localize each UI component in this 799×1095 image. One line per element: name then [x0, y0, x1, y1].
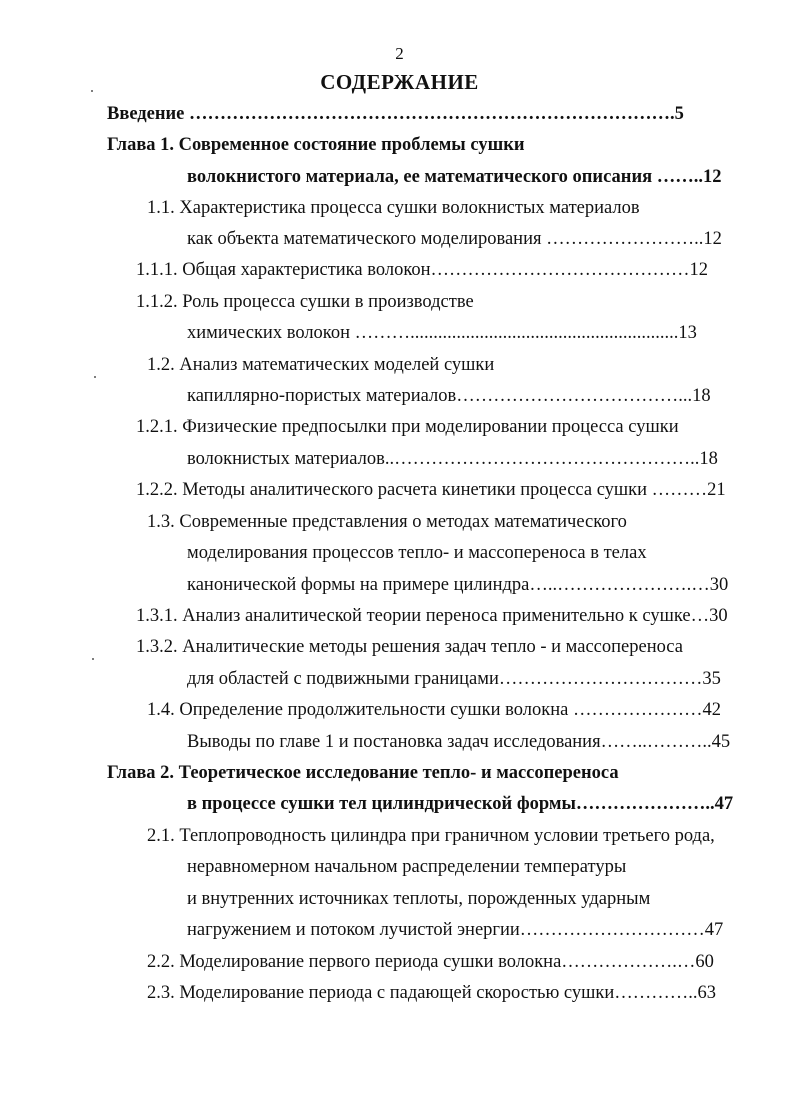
toc-entry-2-1-cont-2 [187, 888, 650, 910]
toc-entry-chapter-1 [107, 134, 525, 156]
scan-speck [91, 90, 93, 92]
toc-entry-text: волокнистых материалов..…………………………………………..18 [187, 449, 718, 469]
toc-entry-text: и внутренних источниках теплоты, порожденных ударным [187, 889, 651, 909]
toc-entry-1-2-cont [187, 385, 711, 407]
toc-entry-text: Моделирование периода с падающей скоростью сушки…………..63 [179, 983, 717, 1003]
toc-entry-number: 1.4. [147, 700, 175, 720]
toc-entry-1-3-1 [136, 605, 728, 627]
toc-entry-text: канонической формы на примере цилиндра…..………………….…30 [187, 575, 729, 595]
toc-entry-text: капиллярно-пористых материалов………………………………...18 [187, 386, 711, 406]
toc-entry-conclusions-1 [187, 731, 730, 753]
toc-entry-text: Выводы по главе 1 и постановка задач исследования……..………..45 [187, 732, 731, 752]
toc-entry-text: нагружением и потоком лучистой энергии…………………………47 [187, 920, 724, 940]
toc-entry-text: Определение продолжительности сушки волокна …………………42 [179, 700, 721, 720]
toc-entry-1-2-1-cont [187, 448, 718, 470]
toc-entry-text: Глава 2. Теоретическое исследование тепло- и массопереноса [107, 763, 619, 783]
toc-entry-chapter-1-cont [187, 166, 722, 188]
toc-entry-text: Анализ аналитической теории переноса применительно к сушке…30 [182, 606, 728, 626]
toc-entry-text: Общая характеристика волокон……………………………………12 [182, 260, 709, 280]
toc-entry-text: Современные представления о методах математического [179, 512, 627, 532]
toc-entry-1-1-1 [136, 259, 708, 281]
toc-entry-number: 1.1. [147, 198, 175, 218]
scan-speck [92, 658, 94, 660]
toc-entry-1-2-2 [136, 479, 726, 501]
toc-entry-1-3-cont-2 [187, 574, 728, 596]
toc-entry-1-3-2-cont [187, 668, 721, 690]
scan-speck [94, 376, 96, 378]
toc-entry-1-4 [147, 699, 721, 721]
toc-entry-text: Введение …………………………………………………………………….5 [107, 104, 684, 124]
toc-entry-1-3-cont [187, 542, 647, 564]
toc-entry-text: Характеристика процесса сушки волокнистых материалов [179, 198, 640, 218]
toc-entry-chapter-2-cont [187, 793, 733, 815]
toc-entry-number: 1.2.2. [136, 480, 178, 500]
toc-entry-2-2 [147, 951, 714, 973]
toc-entry-number: 1.2. [147, 355, 175, 375]
toc-entry-text: химических волокон ………..........................................................13 [187, 323, 697, 343]
toc-entry-1-2-1 [136, 416, 679, 438]
toc-entry-number: 1.1.1. [136, 260, 178, 280]
toc-entry-text: Методы аналитического расчета кинетики процесса сушки ………21 [182, 480, 726, 500]
toc-entry-text: Аналитические методы решения задач тепло - и массопереноса [182, 637, 683, 657]
toc-entry-1-3 [147, 511, 627, 533]
toc-entry-2-1 [147, 825, 715, 847]
toc-entry-text: в процессе сушки тел цилиндрической формы…………………..47 [187, 794, 734, 814]
toc-entry-1-3-2 [136, 636, 683, 658]
toc-entry-1-1-cont [187, 228, 722, 250]
toc-title: СОДЕРЖАНИЕ [320, 70, 479, 94]
toc-entry-text: моделирования процессов тепло- и массопереноса в телах [187, 543, 647, 563]
page-number: 2 [395, 44, 404, 63]
toc-entry-2-3 [147, 982, 716, 1004]
toc-entry-1-2 [147, 354, 494, 376]
toc-entry-1-1 [147, 197, 640, 219]
toc-entry-2-1-cont-3 [187, 919, 723, 941]
toc-entry-text: Глава 1. Современное состояние проблемы сушки [107, 135, 525, 155]
toc-entry-number: 1.3. [147, 512, 175, 532]
toc-entry-text: Теплопроводность цилиндра при граничном условии третьего рода, [179, 826, 715, 846]
toc-entry-text: неравномерном начальном распределении температуры [187, 857, 627, 877]
toc-entry-number: 1.1.2. [136, 292, 178, 312]
toc-entry-1-1-2 [136, 291, 474, 313]
toc-entry-1-1-2-cont [187, 322, 697, 344]
toc-entry-number: 1.2.1. [136, 417, 178, 437]
toc-entry-introduction [107, 103, 684, 125]
toc-entry-number: 1.3.1. [136, 606, 178, 626]
toc-entry-text: как объекта математического моделирования ……………………..12 [187, 229, 722, 249]
toc-entry-text: Роль процесса сушки в производстве [182, 292, 474, 312]
toc-entry-text: Анализ математических моделей сушки [179, 355, 495, 375]
toc-entry-number: 2.1. [147, 826, 175, 846]
toc-entry-number: 2.2. [147, 952, 175, 972]
toc-entry-number: 1.3.2. [136, 637, 178, 657]
toc-entry-2-1-cont [187, 856, 626, 878]
toc-entry-chapter-2 [107, 762, 619, 784]
toc-entry-text: для областей с подвижными границами……………………………35 [187, 669, 721, 689]
toc-entry-text: Моделирование первого периода сушки волокна……………….…60 [179, 952, 714, 972]
toc-entry-number: 2.3. [147, 983, 175, 1003]
toc-entry-text: волокнистого материала, ее математического описания ……..12 [187, 167, 722, 187]
toc-entry-text: Физические предпосылки при моделировании процесса сушки [182, 417, 679, 437]
